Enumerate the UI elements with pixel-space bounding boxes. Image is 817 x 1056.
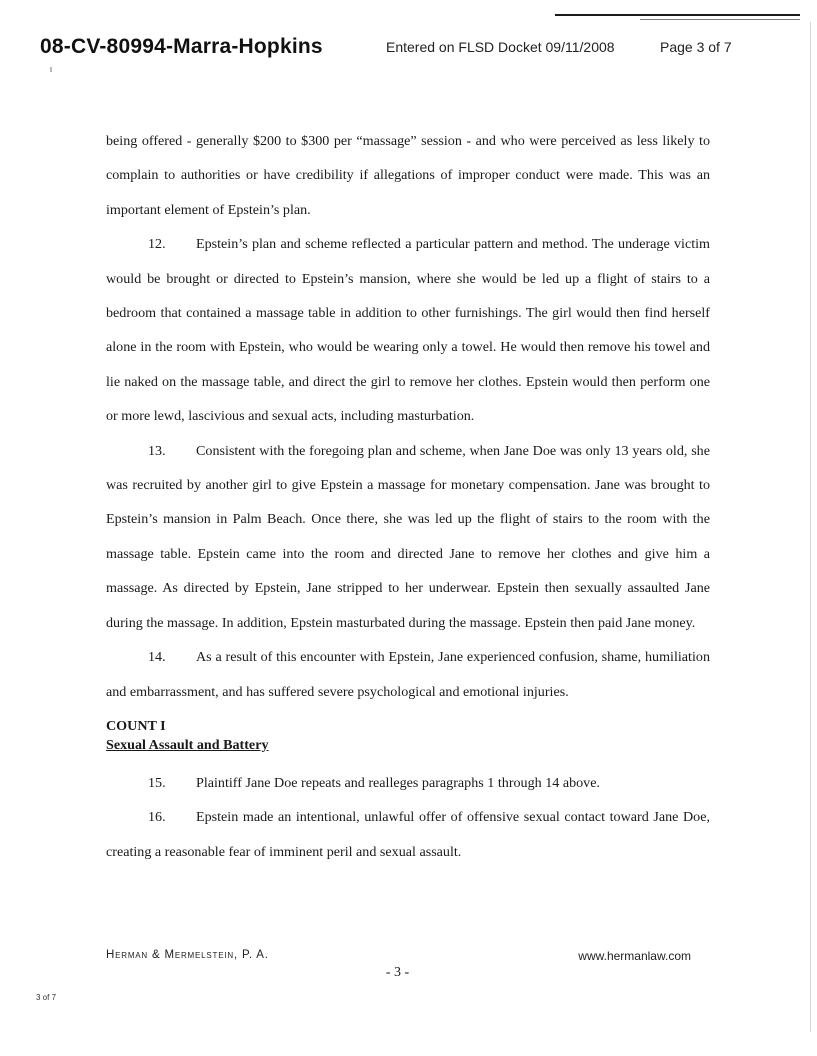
paragraph-text: Consistent with the foregoing plan and scheme, when Jane Doe was only 13 years old, she was recruited by another girl to give Epstein a massage for monetary compensation. Jane was brought to Epstein’s mansion in Palm Beach. Once there, she was led up the flight of stairs to the room with the massage table. Epstein came into the room and directed Jane to remove her clothes and give him a massage. As directed by Epstein, Jane stripped to her underwear. Epstein then sexually assaulted Jane during the massage. In addition, Epstein masturbated during the massage. Epstein then paid Jane money. (106, 442, 710, 631)
paragraph-number: 13. (148, 442, 166, 459)
paragraph-number: 14. (148, 649, 166, 666)
paragraph-16 (106, 800, 710, 869)
paragraph-14 (106, 640, 710, 709)
case-number: 08-CV-80994-Marra-Hopkins (40, 35, 323, 58)
paragraph-13 (106, 434, 710, 640)
count-subtitle: Sexual Assault and Battery (106, 736, 269, 753)
page-edge (810, 22, 811, 1032)
paragraph-text: Epstein’s plan and scheme reflected a particular pattern and method. The underage victim would be brought or directed to Epstein’s mansion, where she would be led up a flight of stairs to a bedroom that contained a massage table in addition to other furnishings. The girl would then find herself alone in the room with Epstein, who would be wearing only a towel. He would then remove his towel and lie naked on the massage table, and direct the girl to remove her clothes. Epstein would then perform one or more lewd, lascivious and sexual acts, including masturbation. (106, 236, 710, 425)
firm-website: www.hermanlaw.com (578, 949, 691, 963)
firm-name: Herman & Mermelstein, P. A. (106, 949, 269, 961)
count-title: COUNT I (106, 717, 166, 734)
paragraph-15 (106, 766, 710, 800)
page-stamp: 3 of 7 (36, 993, 57, 1002)
page-of-total: Page 3 of 7 (660, 39, 732, 55)
paragraph-text: Plaintiff Jane Doe repeats and realleges paragraphs 1 through 14 above. (196, 774, 601, 791)
paragraph-number: 15. (148, 774, 166, 791)
top-rule (555, 14, 800, 16)
count-heading (106, 717, 710, 755)
document-body (106, 124, 710, 869)
paragraph-text: Epstein made an intentional, unlawful offer of offensive sexual contact toward Jane Doe, creating a reasonable fear of imminent peril and sexual assault. (106, 809, 710, 860)
paragraph-number: 12. (148, 236, 166, 253)
page-number: - 3 - (385, 965, 410, 980)
paragraph-continuation: being offered - generally $200 to $300 per “massage” session - and who were perceived as less likely to complain to authorities or have credibility if allegations of improper conduct were made. This was an important element of Epstein’s plan. (106, 133, 710, 218)
paragraph-text: As a result of this encounter with Epstein, Jane experienced confusion, shame, humiliation and embarrassment, and has suffered severe psychological and emotional injuries. (106, 649, 710, 700)
top-rule-thin (640, 19, 800, 20)
stray-mark: ι (50, 64, 52, 74)
paragraph-number: 16. (148, 809, 166, 826)
paragraph-12 (106, 227, 710, 433)
docket-entry: Entered on FLSD Docket 09/11/2008 (386, 39, 615, 55)
